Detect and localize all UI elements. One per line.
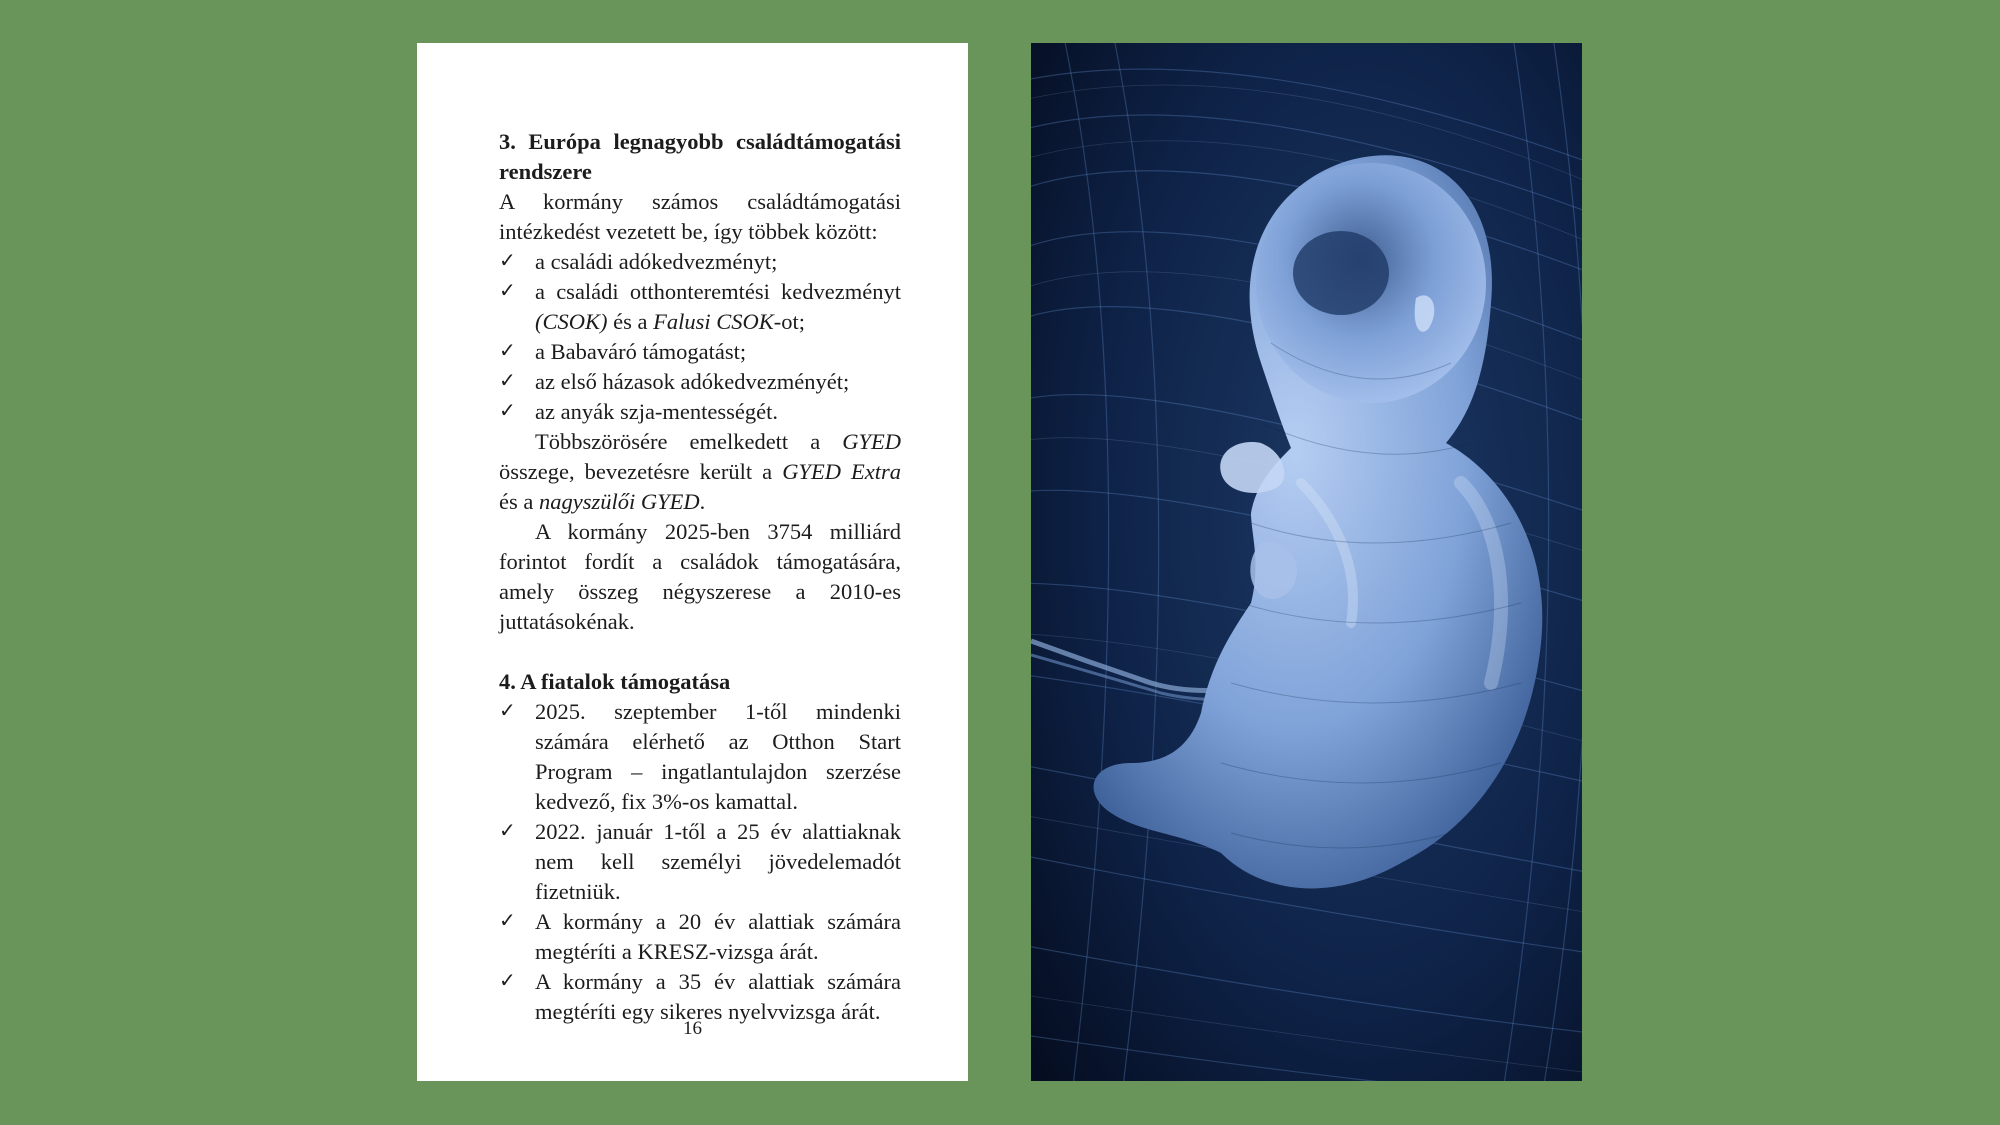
gyed-paragraph bbox=[499, 427, 901, 517]
check-icon: ✓ bbox=[499, 368, 516, 392]
fetus-illustration bbox=[1031, 43, 1582, 1081]
list-item-emphasis: Falusi CSOK bbox=[653, 309, 774, 334]
paragraph-emphasis: GYED bbox=[842, 429, 901, 454]
list-item-text: -ot; bbox=[773, 309, 806, 334]
list-item bbox=[499, 367, 901, 397]
check-icon: ✓ bbox=[499, 248, 516, 272]
list-item bbox=[499, 277, 901, 337]
section-3-list bbox=[499, 247, 901, 427]
list-item-text: A kormány a 35 év alattiak számára megtéríti egy sikeres nyelvvizsga árát. bbox=[535, 969, 901, 1024]
list-item-text: a családi adókedvezményt; bbox=[535, 249, 778, 274]
check-icon: ✓ bbox=[499, 968, 516, 992]
list-item-emphasis: (CSOK) bbox=[535, 309, 608, 334]
list-item-text: A kormány a 20 év alattiak számára megtéríti a KRESZ-vizsga árát. bbox=[535, 909, 901, 964]
paragraph-emphasis: nagyszülői GYED bbox=[538, 489, 700, 514]
paragraph-text: Többszörösére emelkedett a bbox=[535, 429, 843, 454]
page-text bbox=[499, 127, 901, 1027]
list-item-text: a Babaváró támogatást; bbox=[535, 339, 747, 364]
section-4-heading: 4. A fiatalok támogatása bbox=[499, 669, 731, 694]
paragraph-emphasis: GYED Extra bbox=[782, 459, 901, 484]
fetus-eye-shadow bbox=[1293, 231, 1389, 315]
list-item-text: a családi otthonteremtési kedvezményt bbox=[535, 279, 901, 304]
check-icon: ✓ bbox=[499, 338, 516, 362]
list-item bbox=[499, 247, 901, 277]
check-icon: ✓ bbox=[499, 278, 516, 302]
paragraph-text: . bbox=[699, 489, 706, 514]
list-item bbox=[499, 817, 901, 907]
list-item-text: 2025. szeptember 1-től mindenki számára elérhető az Otthon Start Program – ingatlantulajdon szerzése kedvező, fix 3%-os kamattal. bbox=[535, 699, 901, 814]
paragraph-text: összege, bevezetésre került a bbox=[499, 459, 783, 484]
section-3-intro: A kormány számos családtámogatási intézkedést vezetett be, így többek között: bbox=[499, 189, 901, 244]
fetus-illustration-graphic bbox=[1031, 43, 1582, 1081]
left-page bbox=[417, 43, 968, 1081]
budget-paragraph: A kormány 2025-ben 3754 milliárd forintot fordít a családok támogatására, amely összeg négyszerese a 2010-es juttatásokénak. bbox=[499, 519, 901, 634]
section-spacer bbox=[499, 637, 901, 667]
list-item-text: az anyák szja-mentességét. bbox=[535, 399, 779, 424]
check-icon: ✓ bbox=[499, 398, 516, 422]
list-item-text: és a bbox=[607, 309, 654, 334]
list-item bbox=[499, 907, 901, 967]
check-icon: ✓ bbox=[499, 818, 516, 842]
paragraph-text: és a bbox=[499, 489, 539, 514]
list-item-text: 2022. január 1-től a 25 év alattiaknak nem kell személyi jövedelemadót fizetniük. bbox=[535, 819, 901, 904]
page-number: 16 bbox=[683, 1018, 702, 1039]
list-item bbox=[499, 397, 901, 427]
check-icon: ✓ bbox=[499, 698, 516, 722]
list-item-text: az első házasok adókedvezményét; bbox=[535, 369, 850, 394]
section-3-heading: 3. Európa legnagyobb családtámogatási rendszere bbox=[499, 129, 901, 184]
list-item bbox=[499, 697, 901, 817]
list-item bbox=[499, 337, 901, 367]
check-icon: ✓ bbox=[499, 908, 516, 932]
section-4-list bbox=[499, 697, 901, 1027]
